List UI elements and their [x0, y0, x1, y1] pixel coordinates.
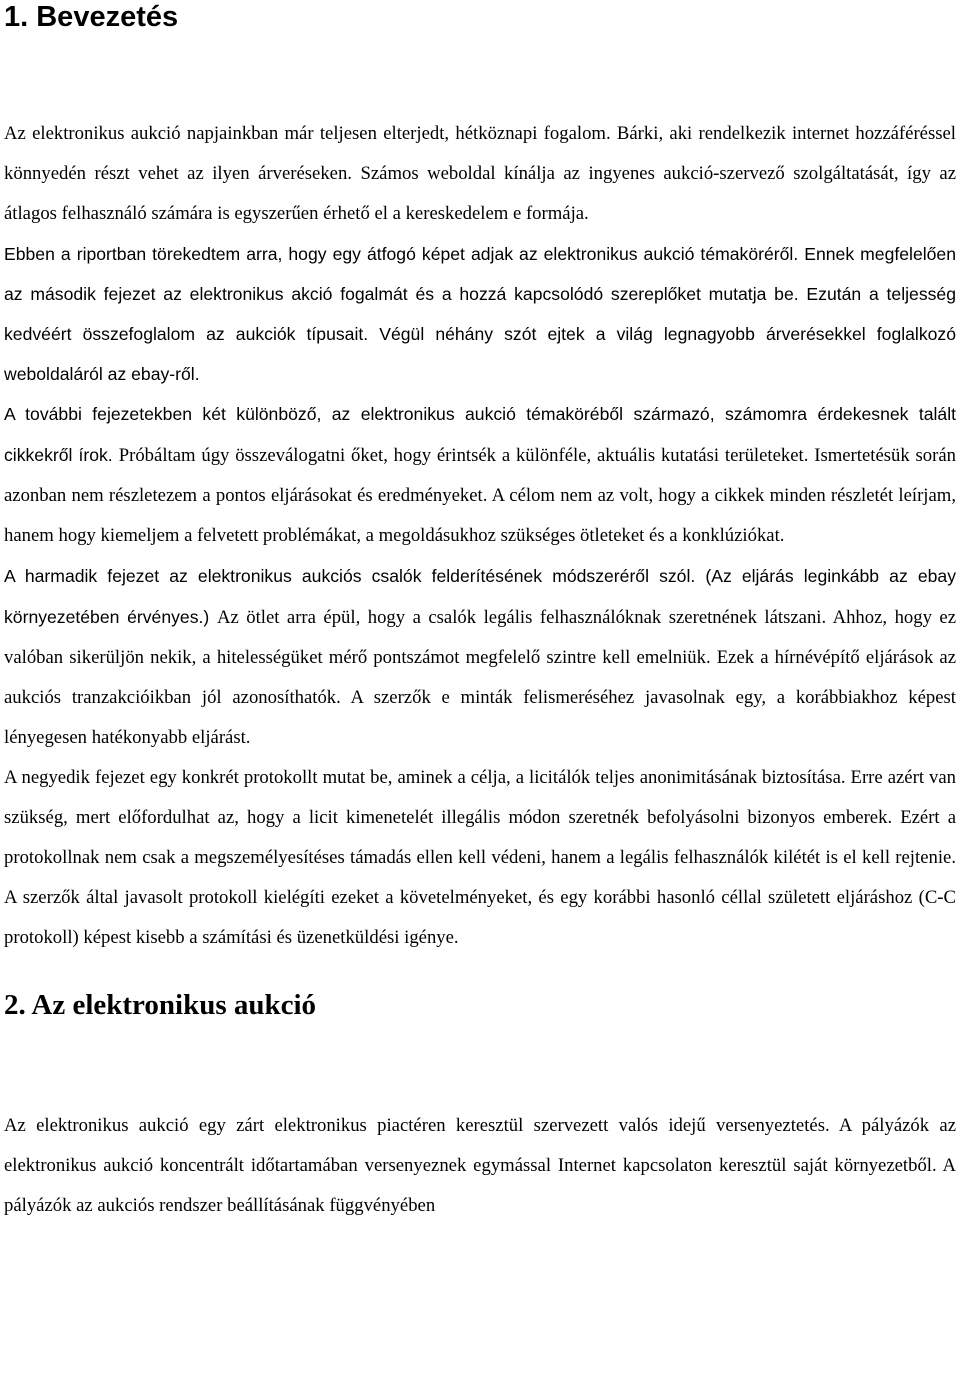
paragraph-text: A harmadik fejezet az elektronikus aukciós csalók felderítésének módszeréről szól. (Az eljárás leginkább az ebay környezetében érvényes.)	[4, 566, 956, 627]
paragraph-text: Próbáltam úgy összeválogatni őket, hogy érintsék a különféle, aktuális kutatási területeket. Ismertetésük során azonban nem részletezem a pontos eljárásokat és eredményeket. A célom nem az volt, hogy a cikkek minden részletét leírjam, hanem hogy kiemeljem a felvetett problémákat, a megoldásukhoz szükséges ötleteket és a konklúziókat.	[4, 445, 956, 546]
intro-paragraph-4	[4, 556, 956, 758]
document-page	[4, 0, 956, 1226]
paragraph-text: A további fejezetekben két különböző, az elektronikus aukció témaköréből származó, számomra érdekesnek talált cikkekről írok.	[4, 404, 956, 465]
paragraph-text: Az elektronikus aukció napjainkban már teljesen elterjedt, hétköznapi fogalom. Bárki, aki rendelkezik internet hozzáféréssel könnyedén részt vehet az ilyen árveréseken. Számos weboldal kínálja az ingyenes aukció-szervező szolgáltatását, így az átlagos felhasználó számára is egyszerűen érhető el a kereskedelem e formája.	[4, 123, 956, 224]
paragraph-text: Az elektronikus aukció egy zárt elektronikus piactéren keresztül szervezett valós idejű versenyeztetés. A pályázók az elektronikus aukció koncentrált időtartamában versenyeznek egymással Internet kapcsolaton keresztül saját környezetből. A pályázók az aukciós rendszer beállításának függvényében	[4, 1115, 956, 1216]
paragraph-text: A negyedik fejezet egy konkrét protokollt mutat be, aminek a célja, a licitálók teljes anonimitásának biztosítása. Erre azért van szükség, mert előfordulhat az, hogy a licit kimenetelét illegális módon szeretnék befolyásolni bizonyos emberek. Ezért a protokollnak nem csak a megszemélyesítéses támadás ellen kell védeni, hanem a legális felhasználók kilétét is el kell rejtenie. A szerzők által javasolt protokoll kielégíti ezeket a követelményeket, és egy korábbi hasonló céllal született eljáráshoz (C-C protokoll) képest kisebb a számítási és üzenetküldési igénye.	[4, 767, 956, 948]
intro-paragraph-3	[4, 394, 956, 556]
paragraph-text: Ebben a riportban törekedtem arra, hogy egy átfogó képet adjak az elektronikus aukció témaköréről. Ennek megfelelően az második fejezet az elektronikus akció fogalmát és a hozzá kapcsolódó szereplőket mutatja be. Ezután a teljesség kedvéért összefoglalom az aukciók típusait. Végül néhány szót ejtek a világ legnagyobb árverésekkel foglalkozó weboldaláról az ebay-ről.	[4, 244, 956, 384]
paragraph-text: Az ötlet arra épül, hogy a csalók legális felhasználóknak szeretnének látszani. Ahhoz, hogy ez valóban sikerüljön nekik, a hitelességüket mérő pontszámot megfelelő szintre kell emelniük. Ezek a hírnévépítő eljárások az aukciós tranzakcióikban jól azonosíthatók. A szerzők e minták felismeréséhez javasolnak egy, a korábbiakhoz képest lényegesen hatékonyabb eljárást.	[4, 607, 957, 748]
section-heading-electronic-auction: 2. Az elektronikus aukció	[4, 989, 317, 1021]
intro-paragraph-5	[4, 758, 956, 958]
intro-paragraph-2	[4, 234, 956, 394]
section2-paragraph-1	[4, 1106, 956, 1226]
intro-paragraph-1	[4, 114, 956, 234]
section-heading-introduction: 1. Bevezetés	[4, 1, 179, 33]
